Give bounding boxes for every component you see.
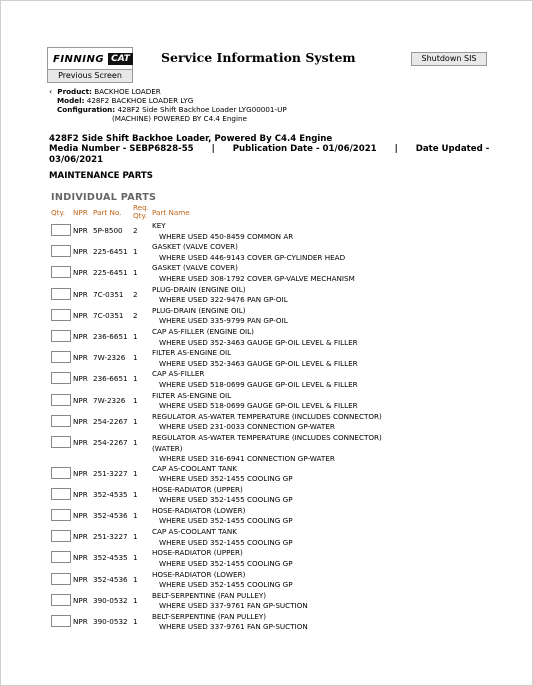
part-number-cell: 225-6451 [93, 247, 128, 257]
column-req-qty-line1: Req. [133, 203, 149, 212]
where-used: WHERE USED 322-9476 PAN GP-OIL [159, 295, 288, 305]
table-row [1, 570, 533, 591]
configuration-value: 428F2 Side Shift Backhoe Loader LYG00001-UP [117, 105, 287, 114]
column-req-qty [133, 204, 149, 220]
part-name-cell [152, 570, 293, 591]
part-name-extra: (WATER) [152, 443, 183, 453]
req-qty-cell: 1 [133, 395, 138, 405]
table-row [1, 306, 533, 327]
part-number-cell: 352-4536 [93, 510, 128, 520]
product-value: BACKHOE LOADER [94, 87, 161, 96]
qty-input[interactable] [51, 594, 71, 606]
individual-parts-title: INDIVIDUAL PARTS [51, 192, 157, 203]
part-number-cell: 254-2267 [93, 416, 128, 426]
table-row [1, 433, 533, 464]
part-name: GASKET (VALVE COVER) [152, 242, 238, 252]
part-name: HOSE-RADIATOR (UPPER) [152, 548, 243, 558]
qty-input[interactable] [51, 224, 71, 236]
part-number-cell: 7C-0351 [93, 289, 124, 299]
req-qty-cell: 2 [133, 226, 138, 235]
qty-input[interactable] [51, 330, 71, 342]
where-used: WHERE USED 352-1455 COOLING GP [159, 474, 293, 484]
table-row [1, 348, 533, 369]
part-number-cell: 225-6451 [93, 268, 128, 278]
product-label: Product: [57, 87, 92, 96]
finning-cat-logo [47, 47, 133, 71]
part-name-cell [152, 527, 293, 548]
req-qty-cell: 1 [133, 510, 138, 520]
part-name-cell [152, 433, 382, 465]
configuration-label: Configuration: [57, 105, 116, 114]
npr-cell: NPR [73, 574, 88, 584]
qty-input[interactable] [51, 245, 71, 257]
qty-input[interactable] [51, 551, 71, 563]
part-name: KEY [152, 221, 166, 230]
req-qty-cell: 1 [133, 353, 138, 363]
qty-input[interactable] [51, 394, 71, 406]
req-qty-cell: 1 [133, 438, 138, 447]
table-row [1, 591, 533, 612]
part-name: FILTER AS-ENGINE OIL [152, 390, 232, 400]
qty-input[interactable] [51, 288, 71, 300]
where-used: WHERE USED 337-9761 FAN GP-SUCTION [159, 601, 308, 611]
qty-input[interactable] [51, 266, 71, 278]
qty-input[interactable] [51, 309, 71, 321]
npr-cell: NPR [73, 595, 88, 605]
npr-cell: NPR [73, 289, 88, 299]
part-name: CAP AS-COOLANT TANK [152, 463, 237, 473]
npr-cell: NPR [73, 353, 88, 363]
npr-cell: NPR [73, 616, 88, 626]
part-number-cell: 7C-0351 [93, 310, 124, 320]
configuration-value-continued: (MACHINE) POWERED BY C4.4 Engine [112, 114, 247, 123]
part-name: CAP AS-FILLER [152, 369, 205, 379]
table-row [1, 327, 533, 348]
where-used: WHERE USED 231-0033 CONNECTION GP-WATER [159, 422, 335, 432]
npr-cell: NPR [73, 374, 88, 384]
part-name: PLUG-DRAIN (ENGINE OIL) [152, 284, 246, 294]
table-row [1, 391, 533, 412]
part-number-cell: 236-6651 [93, 332, 128, 341]
npr-cell: NPR [73, 395, 88, 405]
qty-input[interactable] [51, 488, 71, 500]
part-name-cell [152, 485, 293, 506]
qty-input[interactable] [51, 415, 71, 427]
part-name-cell [152, 412, 382, 433]
npr-cell: NPR [73, 468, 88, 478]
column-part-number: Part No. [93, 208, 122, 217]
product-info [49, 87, 287, 123]
where-used: WHERE USED 352-1455 COOLING GP [159, 558, 293, 568]
part-name: HOSE-RADIATOR (LOWER) [152, 505, 246, 515]
table-row [1, 285, 533, 306]
part-name-cell [152, 464, 293, 485]
part-name-cell [152, 612, 308, 633]
qty-input[interactable] [51, 573, 71, 585]
where-used: WHERE USED 518-0699 GAUGE GP-OIL LEVEL & FILLER [159, 401, 358, 411]
column-req-qty-line2: Qty. [133, 211, 147, 220]
npr-cell: NPR [73, 416, 88, 426]
qty-input[interactable] [51, 615, 71, 627]
part-number-cell: 352-4535 [93, 553, 128, 563]
req-qty-cell: 1 [133, 595, 138, 605]
where-used: WHERE USED 308-1792 COVER GP-VALVE MECHANISM [159, 273, 355, 283]
req-qty-cell: 2 [133, 289, 138, 299]
part-number-cell: 390-0532 [93, 595, 128, 605]
npr-cell: NPR [73, 510, 88, 520]
part-name-cell [152, 391, 358, 412]
req-qty-cell: 1 [133, 532, 138, 542]
part-name-cell [152, 327, 358, 348]
where-used: WHERE USED 352-3463 GAUGE GP-OIL LEVEL & FILLER [159, 337, 358, 347]
part-name: PLUG-DRAIN (ENGINE OIL) [152, 305, 246, 315]
where-used: WHERE USED 518-0699 GAUGE GP-OIL LEVEL & FILLER [159, 379, 358, 389]
cat-badge: CAT [108, 53, 133, 65]
column-part-name: Part Name [152, 208, 190, 217]
model-label: Model: [57, 96, 85, 105]
where-used: WHERE USED 352-1455 COOLING GP [159, 495, 293, 505]
req-qty-cell: 1 [133, 489, 138, 499]
part-name-cell [152, 221, 293, 242]
logo-text: FINNING [53, 53, 105, 65]
where-used: WHERE USED 337-9761 FAN GP-SUCTION [159, 622, 308, 632]
part-number-cell: 352-4535 [93, 489, 128, 499]
part-name: FILTER AS-ENGINE OIL [152, 348, 232, 358]
req-qty-cell: 1 [133, 616, 138, 626]
where-used: WHERE USED 335-9799 PAN GP-OIL [159, 316, 288, 326]
part-name-cell [152, 548, 293, 569]
table-row [1, 548, 533, 569]
part-name: BELT-SERPENTINE (FAN PULLEY) [152, 611, 267, 621]
table-row [1, 506, 533, 527]
media-info: Media Number - SEBP6828-55 | Publication Date - 01/06/2021 | Date Updated - [49, 144, 490, 155]
req-qty-cell: 1 [133, 268, 138, 278]
req-qty-cell: 1 [133, 374, 138, 384]
part-name: REGULATOR AS-WATER TEMPERATURE (INCLUDES CONNECTOR) [152, 433, 382, 442]
part-number-cell: 7W-2326 [93, 353, 126, 363]
part-name-cell [152, 348, 358, 369]
req-qty-cell: 1 [133, 332, 138, 341]
part-number-cell: 352-4536 [93, 574, 128, 584]
part-name-cell [152, 506, 293, 527]
qty-input[interactable] [51, 351, 71, 363]
table-row [1, 485, 533, 506]
npr-cell: NPR [73, 532, 88, 542]
table-row [1, 612, 533, 633]
req-qty-cell: 1 [133, 247, 138, 257]
part-number-cell: 254-2267 [93, 438, 128, 447]
qty-input[interactable] [51, 372, 71, 384]
table-row [1, 369, 533, 390]
date-updated: 03/06/2021 [49, 154, 104, 165]
req-qty-cell: 2 [133, 310, 138, 320]
shutdown-sis-button[interactable]: Shutdown SIS [411, 52, 487, 66]
part-name-cell [152, 369, 358, 390]
part-name: GASKET (VALVE COVER) [152, 263, 238, 273]
part-name-cell [152, 242, 345, 263]
qty-input[interactable] [51, 467, 71, 479]
req-qty-cell: 1 [133, 553, 138, 563]
part-number-cell: 251-3227 [93, 532, 128, 542]
qty-input[interactable] [51, 436, 71, 448]
where-used: WHERE USED 316-6941 CONNECTION GP-WATER [159, 454, 335, 464]
npr-cell: NPR [73, 268, 88, 278]
part-name-cell [152, 306, 288, 327]
column-qty: Qty. [51, 208, 65, 217]
where-used: WHERE USED 450-8459 COMMON AR [159, 231, 294, 241]
document-title: 428F2 Side Shift Backhoe Loader, Powered By C4.4 Engine [49, 134, 333, 144]
part-name: HOSE-RADIATOR (LOWER) [152, 569, 246, 579]
qty-input[interactable] [51, 509, 71, 521]
npr-cell: NPR [73, 553, 88, 563]
part-name-cell [152, 285, 288, 306]
part-number-cell: 7W-2326 [93, 395, 126, 405]
where-used: WHERE USED 446-9143 COVER GP-CYLINDER HEAD [159, 252, 346, 262]
req-qty-cell: 1 [133, 416, 138, 426]
table-row [1, 464, 533, 485]
npr-cell: NPR [73, 310, 88, 320]
part-name: CAP AS-FILLER (ENGINE OIL) [152, 327, 254, 336]
previous-screen-button[interactable]: Previous Screen [47, 69, 133, 83]
part-name-cell [152, 263, 355, 284]
table-row [1, 263, 533, 284]
npr-cell: NPR [73, 226, 88, 235]
section-title: MAINTENANCE PARTS [49, 171, 153, 181]
part-name: HOSE-RADIATOR (UPPER) [152, 484, 243, 494]
column-npr: NPR [73, 208, 88, 217]
req-qty-cell: 1 [133, 468, 138, 478]
table-row [1, 412, 533, 433]
part-name: REGULATOR AS-WATER TEMPERATURE (INCLUDES CONNECTOR) [152, 411, 382, 421]
npr-cell: NPR [73, 332, 88, 341]
part-number-cell: 390-0532 [93, 616, 128, 626]
part-name: BELT-SERPENTINE (FAN PULLEY) [152, 590, 267, 600]
req-qty-cell: 1 [133, 574, 138, 584]
page-title: Service Information System [161, 50, 356, 65]
part-name-cell [152, 591, 308, 612]
back-chevron-icon[interactable]: ‹ [49, 87, 53, 96]
part-number-cell: 5P-8500 [93, 226, 123, 235]
table-row [1, 527, 533, 548]
npr-cell: NPR [73, 247, 88, 257]
where-used: WHERE USED 352-1455 COOLING GP [159, 537, 293, 547]
part-number-cell: 236-6651 [93, 374, 128, 384]
where-used: WHERE USED 352-3463 GAUGE GP-OIL LEVEL & FILLER [159, 358, 358, 368]
npr-cell: NPR [73, 489, 88, 499]
qty-input[interactable] [51, 530, 71, 542]
document-heading [49, 134, 490, 165]
table-row [1, 242, 533, 263]
where-used: WHERE USED 352-1455 COOLING GP [159, 516, 293, 526]
model-value: 428F2 BACKHOE LOADER LYG [86, 96, 194, 105]
npr-cell: NPR [73, 438, 88, 447]
where-used: WHERE USED 352-1455 COOLING GP [159, 580, 293, 590]
part-name: CAP AS-COOLANT TANK [152, 527, 237, 537]
part-number-cell: 251-3227 [93, 468, 128, 478]
table-row [1, 221, 533, 242]
